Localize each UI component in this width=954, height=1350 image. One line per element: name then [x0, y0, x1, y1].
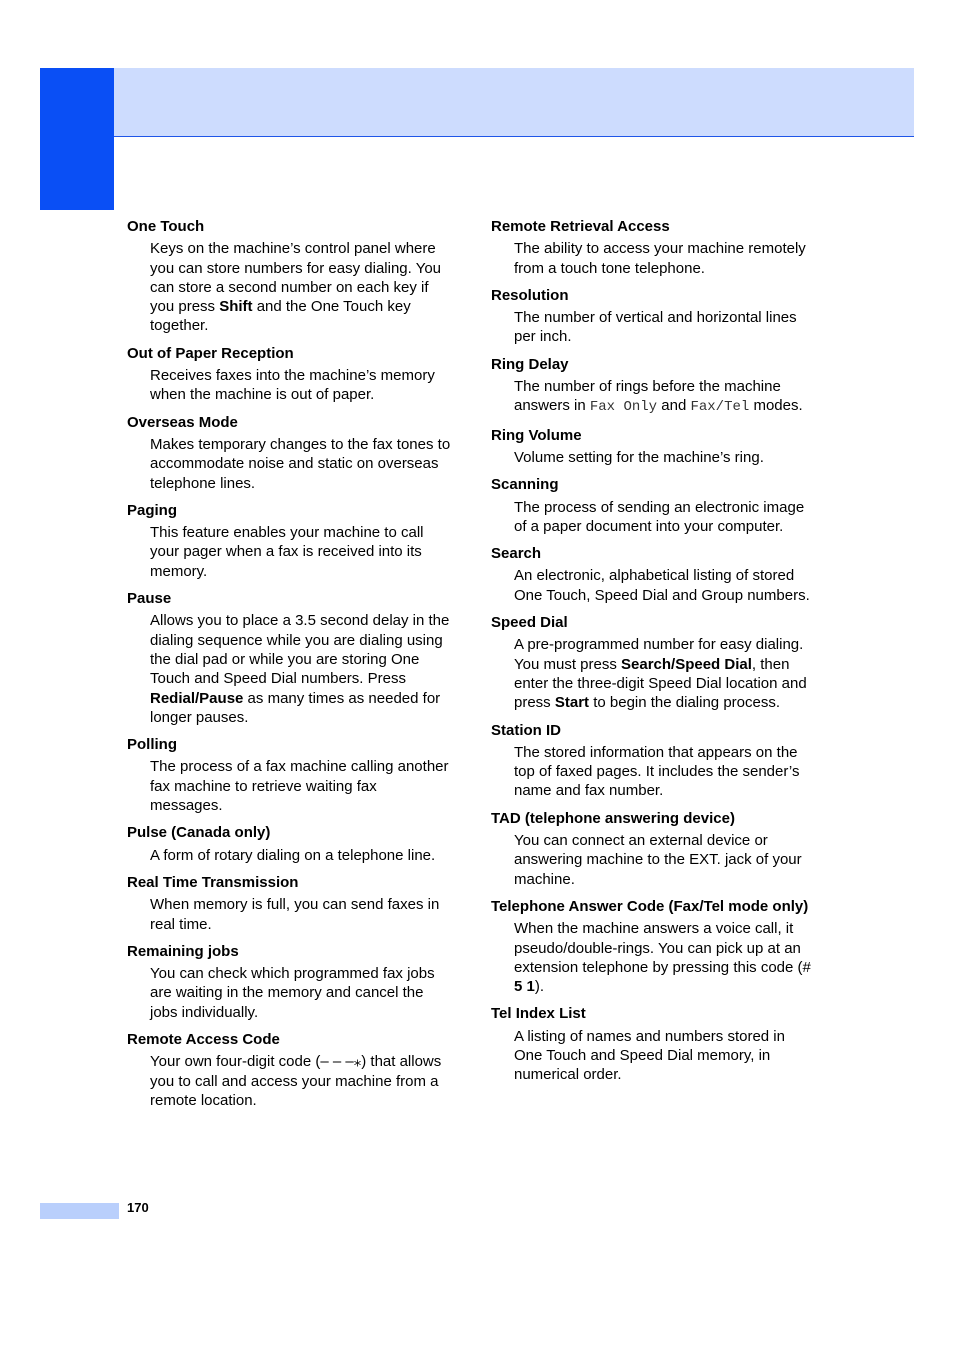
glossary-term: Remote Access Code	[127, 1030, 280, 1048]
definition-text: You can check which programmed fax jobs are waiting in the memory and cancel the jobs individually.	[150, 965, 435, 1021]
glossary-column-right	[491, 217, 816, 1093]
glossary-entry	[491, 475, 816, 536]
definition-text: A pre-programmed number for easy dialing. You must press	[514, 636, 804, 673]
glossary-definition	[150, 435, 452, 493]
definition-text: Keys on the machine’s control panel where you can store numbers for easy dialing. You can store a second number on each key if you press	[150, 240, 442, 316]
glossary-term: Remote Retrieval Access	[491, 218, 670, 235]
glossary-term: Pulse (Canada only)	[127, 824, 271, 842]
glossary-definition	[514, 308, 816, 347]
glossary-definition	[514, 377, 816, 418]
definition-mono-text: Fax/Tel	[690, 399, 750, 416]
glossary-term: Overseas Mode	[127, 413, 238, 431]
glossary-definition	[514, 635, 816, 712]
glossary-entry	[127, 501, 452, 581]
glossary-term: Station ID	[491, 721, 561, 739]
definition-text: to begin the dialing process.	[589, 694, 781, 712]
glossary-definition	[150, 757, 452, 815]
glossary-entry	[127, 344, 452, 405]
definition-text: The process of a fax machine calling another fax machine to retrieve waiting fax messages.	[150, 758, 449, 815]
glossary-entry	[491, 897, 816, 996]
glossary-term: TAD (telephone answering device)	[491, 809, 735, 827]
glossary-entry	[127, 589, 452, 727]
glossary-entry	[491, 544, 816, 605]
glossary-definition	[514, 448, 816, 467]
glossary-entry	[127, 735, 452, 815]
definition-text: When memory is full, you can send faxes in real time.	[150, 896, 440, 933]
glossary-entry	[491, 809, 816, 889]
glossary-entry	[127, 873, 452, 934]
definition-text: You can connect an external device or answering machine to the EXT. jack of your machine.	[514, 832, 802, 888]
glossary-term: Tel Index List	[491, 1005, 586, 1023]
definition-text: The number of vertical and horizontal lines per inch.	[514, 309, 797, 346]
glossary-entry	[127, 1030, 452, 1110]
glossary-term: Ring Delay	[491, 355, 569, 373]
definition-text: modes.	[749, 397, 803, 415]
definition-text: Receives faxes into the machine’s memory when the machine is out of paper.	[150, 367, 435, 404]
definition-text: Volume setting for the machine’s ring.	[514, 448, 764, 466]
chapter-tab-block	[40, 68, 114, 210]
definition-text: This feature enables your machine to call your pager when a fax is received into its memory.	[150, 524, 424, 580]
glossary-definition	[150, 846, 452, 865]
glossary-term: Real Time Transmission	[127, 873, 299, 891]
glossary-term: Resolution	[491, 286, 569, 304]
glossary-term: Telephone Answer Code (Fax/Tel mode only)	[491, 897, 809, 915]
chapter-header-band	[114, 68, 914, 137]
definition-bold-text: Search/Speed Dial	[621, 655, 752, 673]
definition-bold-text: Redial/Pause	[150, 689, 244, 707]
glossary-definition	[150, 239, 452, 335]
glossary-entry	[491, 1004, 816, 1084]
definition-text: ).	[534, 978, 545, 996]
glossary-entry	[491, 613, 816, 712]
glossary-definition	[150, 1052, 452, 1110]
glossary-definition	[514, 743, 816, 801]
glossary-definition	[150, 523, 452, 581]
glossary-column-left	[127, 217, 452, 1118]
definition-text: as many times as needed for longer pauses.	[150, 689, 441, 726]
definition-text: The number of rings before the machine answers in	[514, 378, 781, 415]
definition-text: The stored information that appears on the top of faxed pages. It includes the sender’s name and fax number.	[514, 743, 800, 800]
definition-text: Allows you to place a 3.5 second delay in the dialing sequence while you are dialing using the dial pad or while you are storing One Touch and Speed Dial numbers. Press	[150, 612, 450, 688]
glossary-term: Paging	[127, 501, 178, 519]
definition-text: Your own four-digit code (– – –⁎) that allows you to call and access your machine from a remote location.	[150, 1053, 442, 1109]
glossary-definition	[514, 919, 816, 996]
glossary-entry	[491, 721, 816, 801]
glossary-entry	[491, 426, 816, 468]
footer-bar	[40, 1203, 119, 1219]
glossary-definition	[150, 895, 452, 934]
glossary-definition	[150, 964, 452, 1022]
page-number: 170	[127, 1200, 149, 1215]
glossary-term: Polling	[127, 736, 177, 754]
glossary-term: Speed Dial	[491, 614, 568, 632]
definition-text: and the One Touch key together.	[150, 298, 411, 335]
glossary-term: One Touch	[127, 218, 205, 235]
glossary-definition	[514, 239, 816, 278]
glossary-entry	[127, 823, 452, 865]
glossary-term: Pause	[127, 590, 172, 608]
definition-text: A form of rotary dialing on a telephone line.	[150, 846, 436, 864]
definition-text: When the machine answers a voice call, it pseudo/double-rings. You can pick up at an extension telephone by pressing this code (#	[514, 920, 811, 976]
definition-text: An electronic, alphabetical listing of stored One Touch, Speed Dial and Group numbers.	[514, 567, 810, 604]
definition-bold-text: 5 1	[514, 978, 535, 996]
glossary-term: Ring Volume	[491, 426, 582, 444]
glossary-entry	[127, 217, 452, 336]
glossary-definition	[150, 611, 452, 727]
definition-text: A listing of names and numbers stored in One Touch and Speed Dial memory, in numerical order.	[514, 1027, 785, 1084]
glossary-term: Scanning	[491, 476, 559, 494]
glossary-definition	[514, 1027, 816, 1085]
definition-bold-text: Start	[554, 694, 590, 712]
glossary-definition	[150, 366, 452, 405]
glossary-definition	[514, 566, 816, 605]
definition-bold-text: Shift	[219, 298, 253, 316]
glossary-definition	[514, 498, 816, 537]
definition-mono-text: Fax Only	[589, 399, 658, 416]
glossary-entry	[491, 217, 816, 278]
glossary-definition	[514, 831, 816, 889]
definition-text: Makes temporary changes to the fax tones to accommodate noise and static on overseas telephone lines.	[150, 435, 451, 492]
definition-text: , then enter the three-digit Speed Dial location and press	[514, 655, 807, 712]
glossary-entry	[491, 355, 816, 418]
definition-text: The ability to access your machine remotely from a touch tone telephone.	[514, 240, 806, 277]
definition-text: and	[657, 397, 691, 415]
glossary-entry	[491, 286, 816, 347]
glossary-term: Out of Paper Reception	[127, 344, 294, 362]
glossary-term: Remaining jobs	[127, 942, 239, 960]
glossary-term: Search	[491, 545, 542, 563]
definition-text: The process of sending an electronic image of a paper document into your computer.	[514, 498, 805, 535]
glossary-entry	[127, 942, 452, 1022]
glossary-entry	[127, 413, 452, 493]
